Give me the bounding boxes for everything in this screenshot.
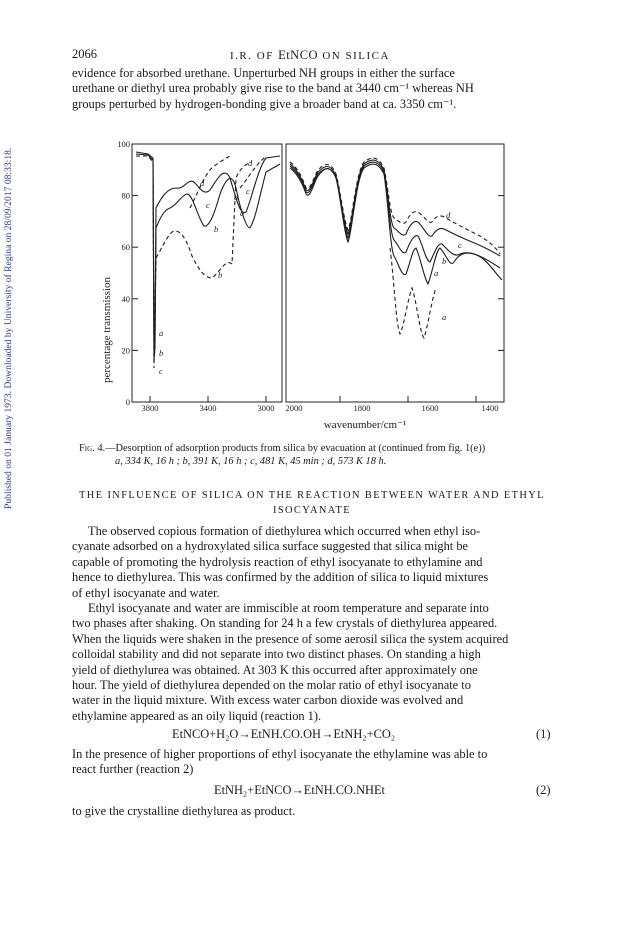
caption-label: Fig. 4. (79, 443, 106, 454)
text-line: evidence for absorbed urethane. Unperturbed NH groups in either the surface (72, 66, 455, 80)
equation-2-number: (2) (536, 783, 551, 797)
x-ticks (142, 396, 499, 413)
curve-labels (159, 158, 462, 376)
page-number: 2066 (72, 47, 97, 61)
curve-label: c (206, 200, 210, 210)
y-tick-label: 0 (125, 397, 130, 407)
x-tick-label: 3800 (141, 403, 159, 413)
text-line: The observed copious formation of diethylurea which occurred when ethyl iso- (88, 524, 481, 538)
running-head-post: ON SILICA (318, 50, 390, 62)
y-tick-label: 60 (121, 242, 130, 253)
running-head-compound: EtNCO (278, 48, 319, 62)
x-tick-label: 1800 (353, 403, 371, 413)
text-line: react further (reaction 2) (72, 762, 194, 777)
y-tick-label: 100 (117, 139, 130, 149)
spectrum-curve-b-left (136, 154, 280, 360)
curve-label: b (218, 270, 223, 280)
x-tick-label: 2000 (285, 403, 303, 413)
curve-label: d (248, 158, 253, 168)
text-line: water in the liquid mixture. With excess water carbon dioxide was evolved and (72, 693, 464, 708)
text-line: cyanate adsorbed on a hydroxylated silica surface suggested that silica might be (72, 539, 469, 554)
curve-label: b (159, 348, 164, 358)
spectrum-curve-a-right (290, 164, 502, 284)
spectrum-curve-extra-left (240, 156, 266, 188)
caption-line (79, 442, 559, 455)
section-title-line: THE INFLUENCE OF SILICA ON THE REACTION BETWEEN WATER AND ETHYL (79, 490, 545, 501)
text-line: hence to diethylurea. This was confirmed by the addition of silica to liquid mixtures (72, 570, 489, 585)
section-title-line: ISOCYANATE (272, 505, 352, 516)
curve-label: c (159, 366, 163, 376)
curve-label: a (159, 328, 164, 338)
equation-1-number: (1) (536, 727, 551, 741)
left-panel-frame (132, 144, 282, 402)
text-line: hour. The yield of diethylurea depended on the molar ratio of ethyl isocyanate to (72, 678, 471, 693)
body-paragraph-1 (72, 524, 552, 601)
text-line: ethylamine appeared as an oily liquid (reaction 1). (72, 708, 322, 723)
curve-label: a (240, 208, 245, 218)
left-panel-curves (136, 152, 280, 368)
equation-1: EtNCO+H₂O→EtNH.CO.OH→EtNH₂+CO₂ (172, 727, 396, 741)
spectrum-curve-a-left (136, 152, 280, 338)
x-axis-label: wavenumber/cm⁻¹ (323, 419, 407, 431)
x-tick-label: 1400 (481, 403, 499, 413)
y-tick-label: 40 (121, 293, 130, 304)
sidebar-publication-note: Published on 01 January 1973. Downloaded by University of Regina on 28/09/2017 08:33:18. (3, 147, 14, 509)
curve-label: a (442, 312, 447, 322)
y-tick-label: 20 (121, 345, 130, 356)
curve-label: d (234, 192, 239, 202)
intro-paragraph (72, 66, 552, 112)
y-tick-label: 80 (121, 190, 130, 201)
section-title (72, 488, 552, 518)
text-line: groups perturbed by hydrogen-bonding give a broader band at ca. 3350 cm⁻¹. (72, 96, 457, 111)
text-line: In the presence of higher proportions of ethyl isocyanate the ethylamine was able to (72, 747, 488, 761)
text-line: When the liquids were shaken in the presence of some aerosil silica the system acquired (72, 631, 509, 646)
curve-label: d (200, 178, 205, 188)
spectrum-curve-b-right (290, 162, 500, 268)
figure-caption (79, 442, 559, 468)
running-head-pre: I.R. OF (230, 50, 279, 62)
ir-spectrum-figure (90, 138, 530, 438)
text-line: yield of diethylurea was obtained. At 303 K this occurred after approximately one (72, 662, 478, 677)
body-paragraph-2 (72, 601, 552, 724)
curve-label: a (434, 268, 439, 278)
x-tick-label: 3400 (199, 403, 217, 413)
spectrum-curve-d-left (190, 156, 230, 208)
curve-label: c (458, 240, 462, 250)
caption-line-2: a, 334 K, 16 h ; b, 391 K, 16 h ; c, 481 K, 45 min ; d, 573 K 18 h. (115, 456, 387, 467)
text-line: capable of promoting the hydrolysis reaction of ethyl isocyanate to ethylamine and (72, 554, 483, 569)
curve-label: c (246, 186, 250, 196)
text-line: of ethyl isocyanate and water. (72, 585, 220, 600)
body-paragraph-3 (72, 747, 552, 778)
right-panel-curves (290, 158, 502, 338)
right-panel-frame (286, 144, 504, 402)
caption-text: —Desorption of adsorption products from silica by evacuation at (continued from fig. 1(e)) (105, 443, 486, 454)
y-axis-label: percentage transmission (101, 277, 113, 383)
curve-label: b (442, 256, 447, 266)
x-tick-label: 3000 (257, 403, 275, 413)
y-ticks (117, 139, 504, 407)
curve-label: b (214, 224, 219, 234)
curve-label: d (446, 210, 451, 220)
text-line: urethane or diethyl urea probably give rise to the band at 3440 cm⁻¹ whereas NH (72, 81, 474, 96)
text-line: colloidal stability and did not separate into two distinct phases. On standing a high (72, 647, 481, 662)
running-head (230, 48, 390, 63)
closing-line: to give the crystalline diethylurea as product. (72, 804, 296, 818)
equation-2: EtNH₂+EtNCO→EtNH.CO.NHEt (214, 783, 386, 797)
text-line: two phases after shaking. On standing for 24 h a few crystals of diethylurea appeared. (72, 616, 498, 631)
x-tick-label: 1600 (421, 403, 439, 413)
text-line: Ethyl isocyanate and water are immiscible at room temperature and separate into (88, 601, 489, 615)
